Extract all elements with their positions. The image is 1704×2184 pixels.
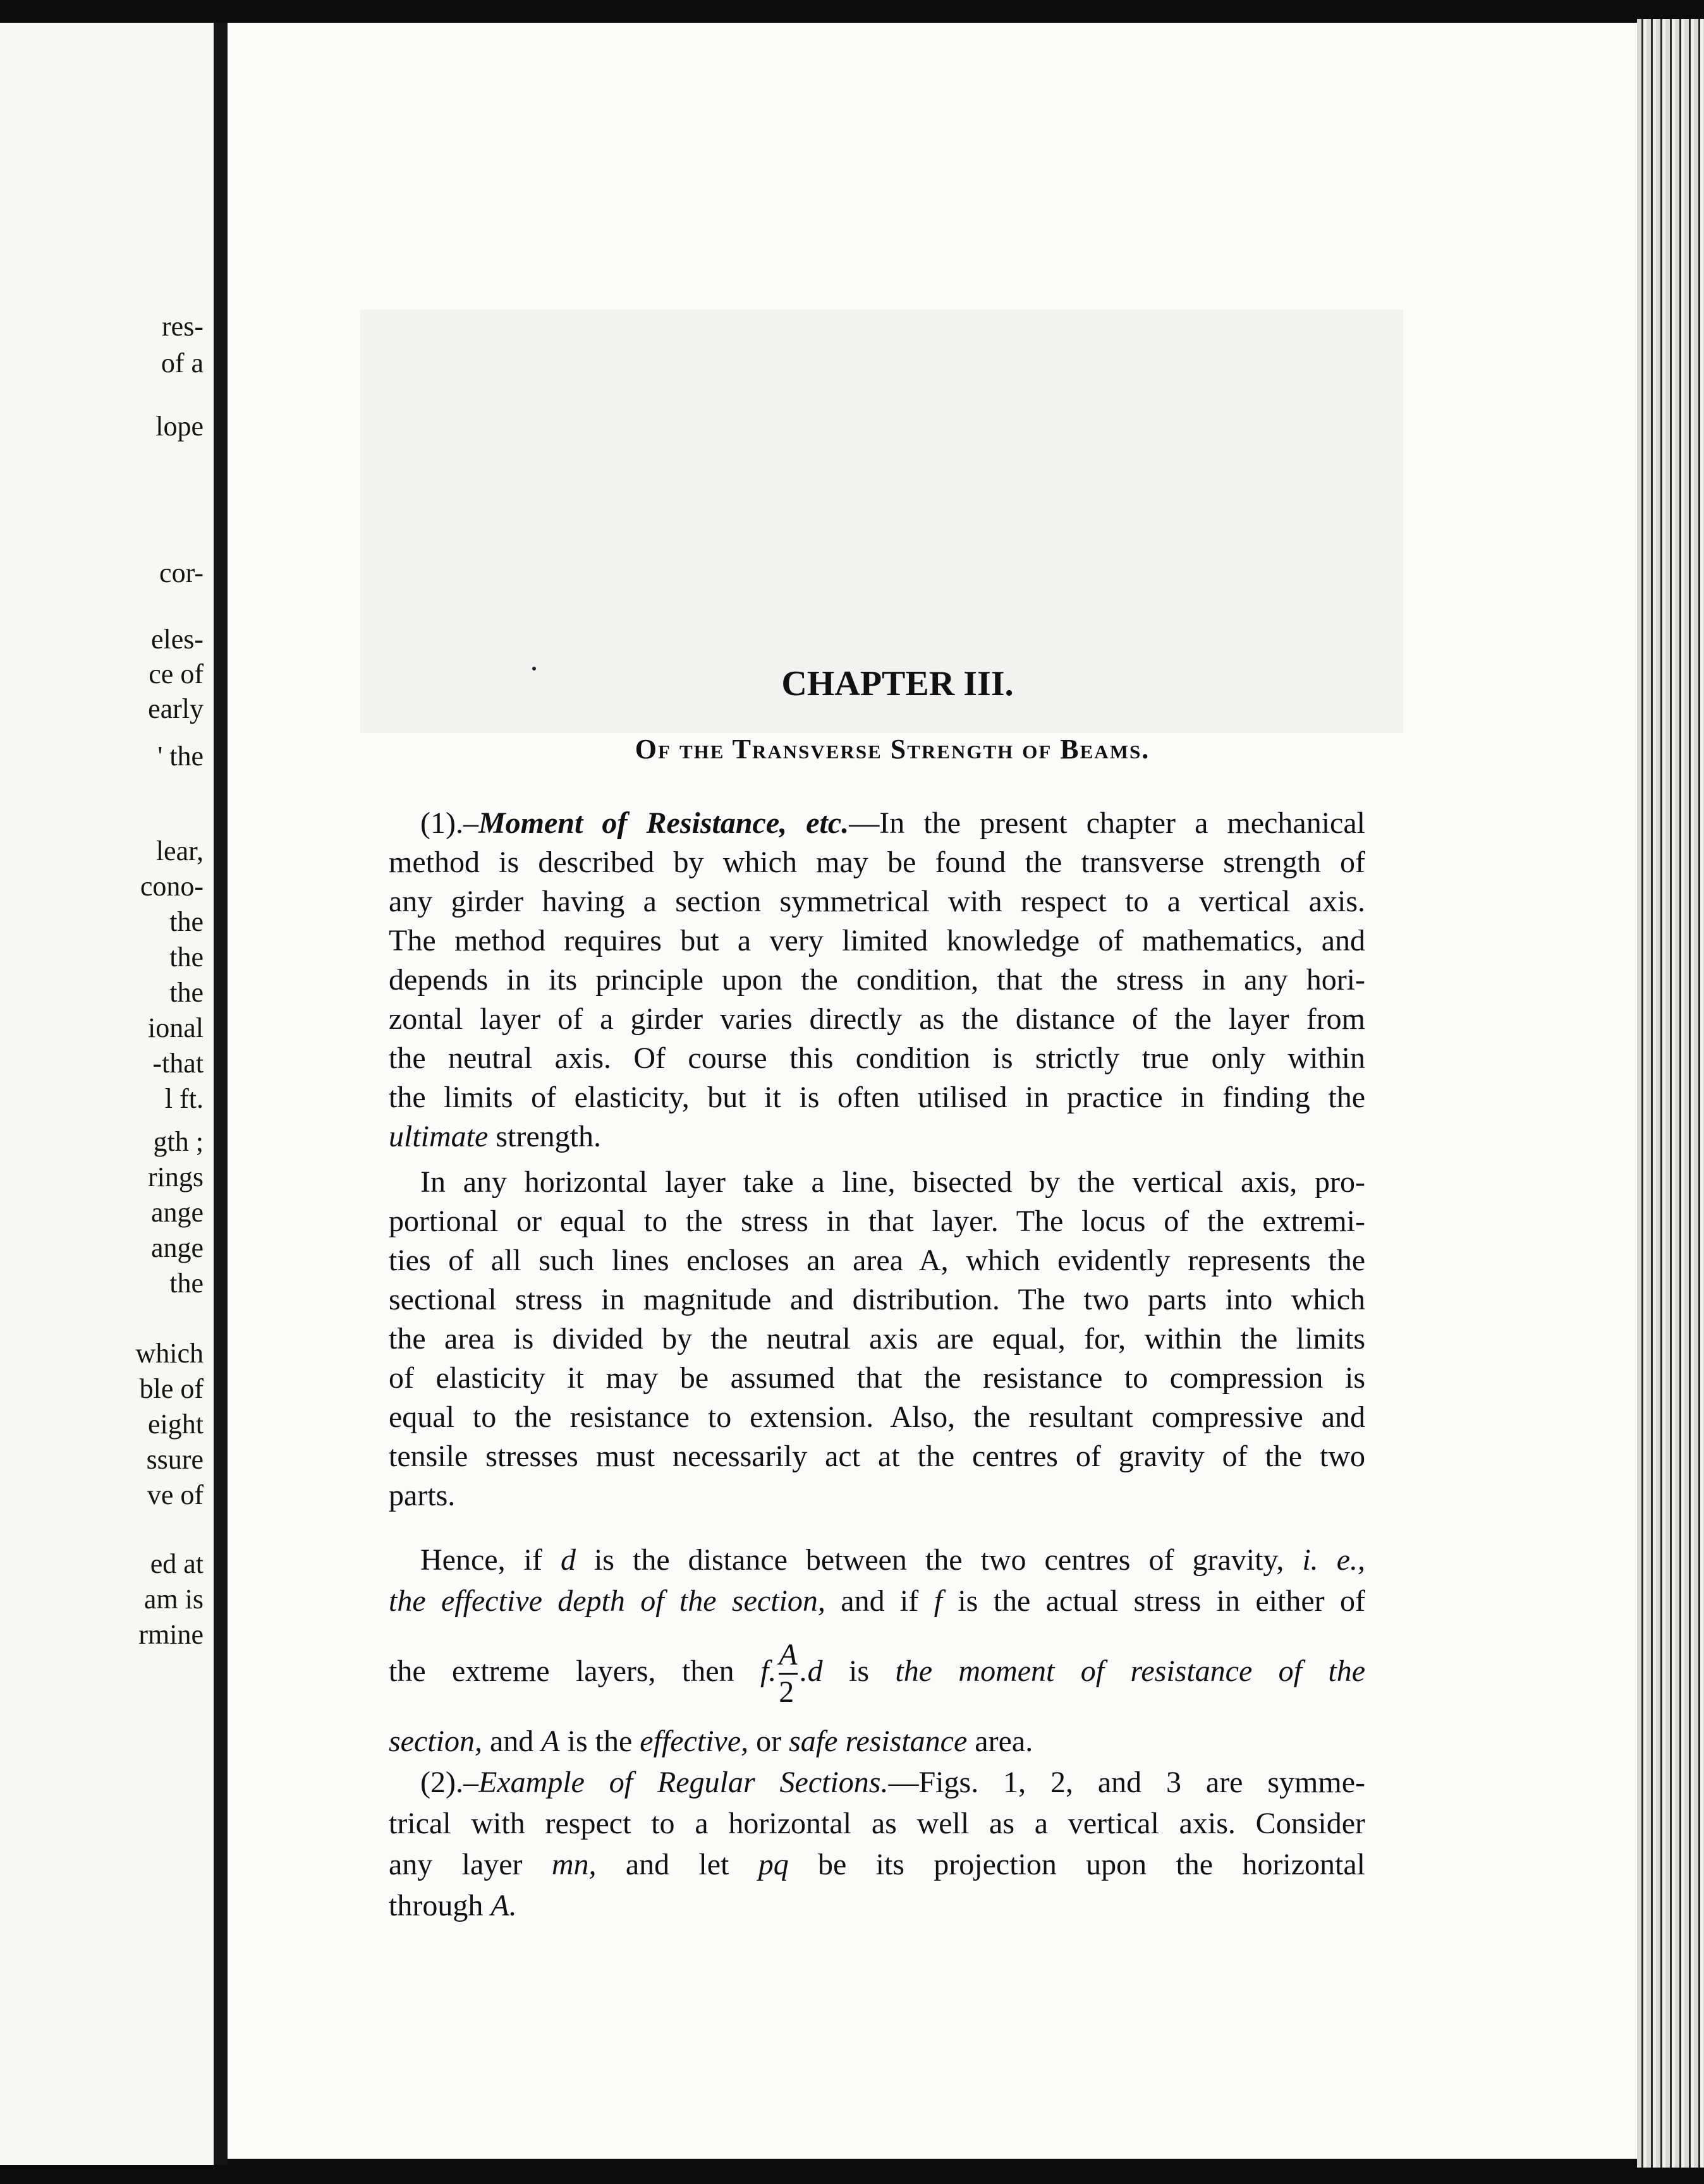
left-page-fragment: the bbox=[169, 906, 204, 937]
chapter-subtitle: Of the Transverse Strength of Beams. bbox=[635, 734, 1150, 765]
fraction-a-over-2: $\frac{A}{2}$ bbox=[779, 1638, 798, 1709]
para1-line: any girder having a section symmetrical with respect to a vertical axis. bbox=[389, 885, 1365, 918]
para3-line-2: the effective depth of the section, and if f is the actual stress in either of bbox=[389, 1584, 1365, 1618]
left-page-fragment: rings bbox=[148, 1162, 204, 1192]
left-page-fragment: cono- bbox=[140, 871, 204, 902]
para3-line-3: the extreme layers, then f. $\frac{A}{2}$ .d is the moment of resistance of the bbox=[389, 1638, 1366, 1709]
left-page bbox=[0, 23, 214, 2165]
para1-last-line: ultimate strength. bbox=[389, 1120, 601, 1153]
para1-line: method is described by which may be found the transverse strength of bbox=[389, 846, 1365, 879]
para1-line: (1).–Moment of Resistance, etc.—In the present chapter a mechanical bbox=[420, 806, 1365, 840]
para1-line: zontal layer of a girder varies directly as the distance of the layer from bbox=[389, 1002, 1365, 1036]
left-page-fragment: l ft. bbox=[164, 1083, 204, 1114]
para4-line-1: (2).–Example of Regular Sections.—Figs. 1, 2, and 3 are symme- bbox=[420, 1766, 1366, 1799]
para2-line: of elasticity it may be assumed that the resistance to compression is bbox=[389, 1361, 1365, 1395]
left-page-fragment: the bbox=[169, 1268, 204, 1299]
left-page-fragment: -that bbox=[152, 1048, 204, 1079]
left-page-fragment: which bbox=[135, 1338, 204, 1369]
para1-heading: Moment of Resistance, etc. bbox=[478, 806, 849, 840]
para4-line-2: trical with respect to a horizontal as well as a vertical axis. Consider bbox=[389, 1807, 1365, 1840]
para4-line-4: through A. bbox=[389, 1889, 517, 1922]
left-page-fragment: ed at bbox=[150, 1548, 204, 1579]
left-page-fragment: gth ; bbox=[153, 1126, 204, 1157]
left-page-fragment: eight bbox=[148, 1409, 204, 1440]
para2-line: portional or equal to the stress in that layer. The locus of the extremi- bbox=[389, 1204, 1365, 1238]
chapter-title: CHAPTER III. bbox=[781, 664, 1014, 703]
left-page-fragment: res- bbox=[162, 311, 204, 342]
left-page-fragment: ble of bbox=[139, 1373, 204, 1404]
para1-line: the limits of elasticity, but it is often utilised in practice in finding the bbox=[389, 1081, 1365, 1114]
left-page-fragment: ssure bbox=[146, 1444, 204, 1475]
left-page-fragment: ce of bbox=[149, 658, 204, 689]
para4-line-3: any layer mn, and let pq be its projection upon the horizontal bbox=[389, 1848, 1366, 1881]
left-page-fragment: eles- bbox=[150, 624, 204, 655]
left-page-fragment: lear, bbox=[155, 835, 204, 866]
left-page-fragment: am is bbox=[143, 1584, 204, 1615]
left-page-fragment: rmine bbox=[138, 1619, 204, 1650]
ink-speck bbox=[532, 667, 536, 670]
para4-heading: Example of Regular Sections. bbox=[478, 1766, 889, 1799]
book-gutter bbox=[214, 23, 228, 2165]
page-edge-stack bbox=[1637, 19, 1704, 2168]
left-page-fragment: ional bbox=[148, 1012, 204, 1043]
left-page-fragment: ange bbox=[150, 1197, 204, 1228]
left-page-fragment: ange bbox=[150, 1232, 204, 1263]
para2-line: equal to the resistance to extension. Also, the resultant compressive and bbox=[389, 1400, 1365, 1434]
para2-line: the area is divided by the neutral axis are equal, for, within the limits bbox=[389, 1322, 1365, 1356]
para3-line-4: section, and A is the effective, or safe resistance area. bbox=[389, 1725, 1033, 1758]
para2-line: sectional stress in magnitude and distribution. The two parts into which bbox=[389, 1283, 1365, 1316]
para2-line: tensile stresses must necessarily act at the centres of gravity of the two bbox=[389, 1440, 1365, 1473]
left-page-fragment: the bbox=[169, 977, 204, 1008]
para1-line: depends in its principle upon the condition, that the stress in any hori- bbox=[389, 963, 1365, 997]
para2-line: In any horizontal layer take a line, bisected by the vertical axis, pro- bbox=[420, 1165, 1365, 1199]
para2-line: ties of all such lines encloses an area A, which evidently represents the bbox=[389, 1244, 1365, 1277]
left-page-fragment: ' the bbox=[157, 741, 204, 772]
left-page-fragment: lope bbox=[155, 411, 204, 442]
para1-line: The method requires but a very limited knowledge of mathematics, and bbox=[389, 924, 1365, 957]
left-page-fragment: cor- bbox=[159, 557, 204, 588]
para3-line-1: Hence, if d is the distance between the two centres of gravity, i. e., bbox=[420, 1543, 1366, 1577]
left-page-fragment: the bbox=[169, 942, 204, 973]
left-page-fragment: early bbox=[148, 693, 204, 724]
left-page-fragment: ve of bbox=[147, 1479, 204, 1510]
para1-line: the neutral axis. Of course this condition is strictly true only within bbox=[389, 1041, 1365, 1075]
left-page-fragment: of a bbox=[161, 348, 204, 379]
para2-line: parts. bbox=[389, 1479, 456, 1512]
